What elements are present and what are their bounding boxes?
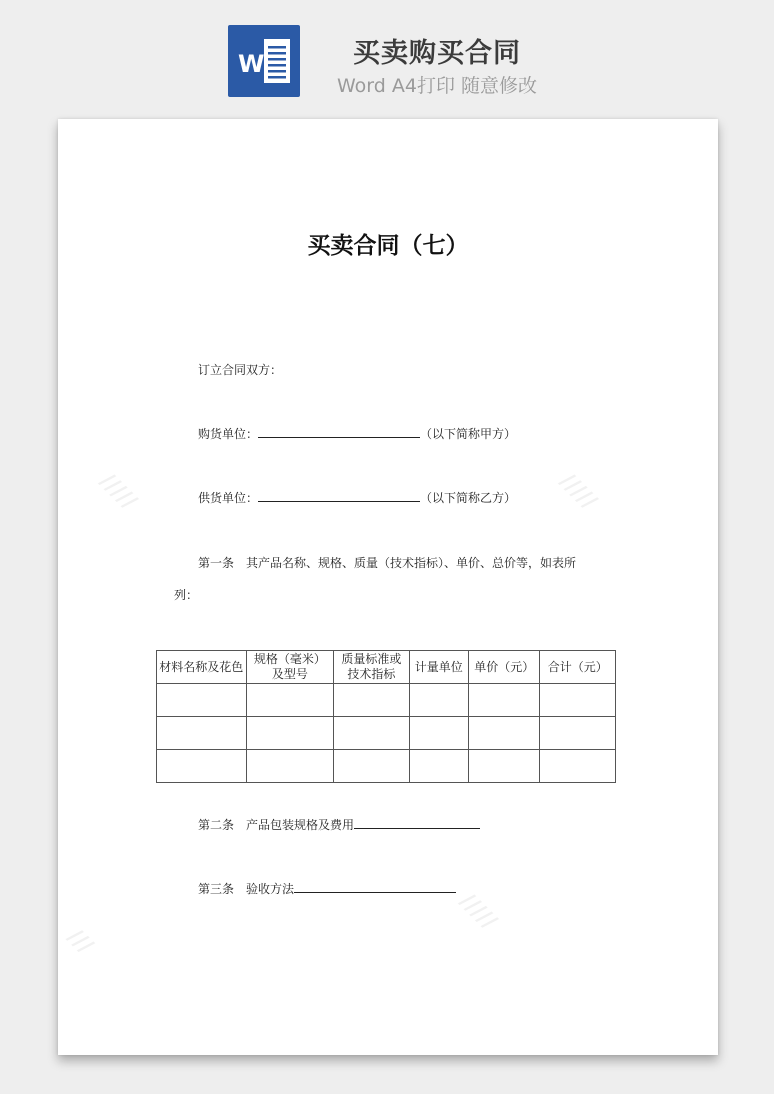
document-page [58, 119, 718, 1055]
table-cell[interactable] [334, 684, 409, 717]
table-header-cell: 合计（元） [540, 651, 616, 684]
seller-note: （以下简称乙方） [420, 491, 517, 505]
table-cell[interactable] [157, 717, 247, 750]
buyer-line [198, 425, 516, 442]
product-spec-table [156, 650, 616, 783]
table-cell[interactable] [246, 684, 334, 717]
document-title: 买卖合同（七） [307, 233, 469, 259]
table-cell[interactable] [469, 717, 540, 750]
seller-blank[interactable] [258, 489, 420, 502]
word-app-icon [228, 25, 300, 97]
table-cell[interactable] [334, 717, 409, 750]
table-cell[interactable] [469, 684, 540, 717]
word-logo-letter: W [238, 50, 265, 78]
buyer-label: 购货单位： [198, 427, 259, 441]
table-cell[interactable] [409, 750, 468, 783]
buyer-note: （以下简称甲方） [420, 427, 517, 441]
table-cell[interactable] [409, 717, 468, 750]
watermark: ∕∕∕∕∕ [95, 468, 142, 515]
table-header-cell: 规格（毫米）及型号 [246, 651, 334, 684]
buyer-blank[interactable] [258, 425, 420, 438]
clause-1-line-2: 列： [174, 588, 199, 602]
clause-2-text: 第二条 产品包装规格及费用 [198, 818, 355, 832]
table-row [157, 717, 616, 750]
clause-3-blank[interactable] [294, 880, 456, 893]
table-row [157, 750, 616, 783]
table-header-row [157, 651, 616, 684]
watermark: ∕∕∕∕∕ [555, 468, 602, 515]
table-cell[interactable] [246, 750, 334, 783]
table-header-cell: 材料名称及花色 [157, 651, 247, 684]
header-subtitle: Word A4打印 随意修改 [336, 75, 537, 97]
table-cell[interactable] [246, 717, 334, 750]
table-cell[interactable] [409, 684, 468, 717]
watermark: ∕∕∕ [62, 924, 98, 959]
clause-3-text: 第三条 验收方法 [198, 882, 295, 896]
table-cell[interactable] [334, 750, 409, 783]
clause-2-line [198, 816, 480, 833]
seller-line [198, 489, 516, 506]
header-title: 买卖购买合同 [353, 38, 521, 69]
clause-1-line-1: 第一条 其产品名称、规格、质量（技术指标）、单价、总价等，如表所 [198, 556, 577, 570]
parties-intro: 订立合同双方： [198, 363, 283, 377]
table-header-cell: 质量标准或技术指标 [334, 651, 409, 684]
table-row [157, 684, 616, 717]
watermark: ∕∕∕∕∕ [455, 888, 502, 935]
table-cell[interactable] [540, 684, 616, 717]
clause-3-line [198, 880, 456, 897]
table-cell[interactable] [540, 750, 616, 783]
page-header [0, 0, 774, 110]
clause-2-blank[interactable] [354, 816, 480, 829]
table-cell[interactable] [469, 750, 540, 783]
table-cell[interactable] [157, 750, 247, 783]
seller-label: 供货单位： [198, 491, 259, 505]
table-cell[interactable] [157, 684, 247, 717]
table-header-cell: 计量单位 [409, 651, 468, 684]
table-cell[interactable] [540, 717, 616, 750]
table-header-cell: 单价（元） [469, 651, 540, 684]
